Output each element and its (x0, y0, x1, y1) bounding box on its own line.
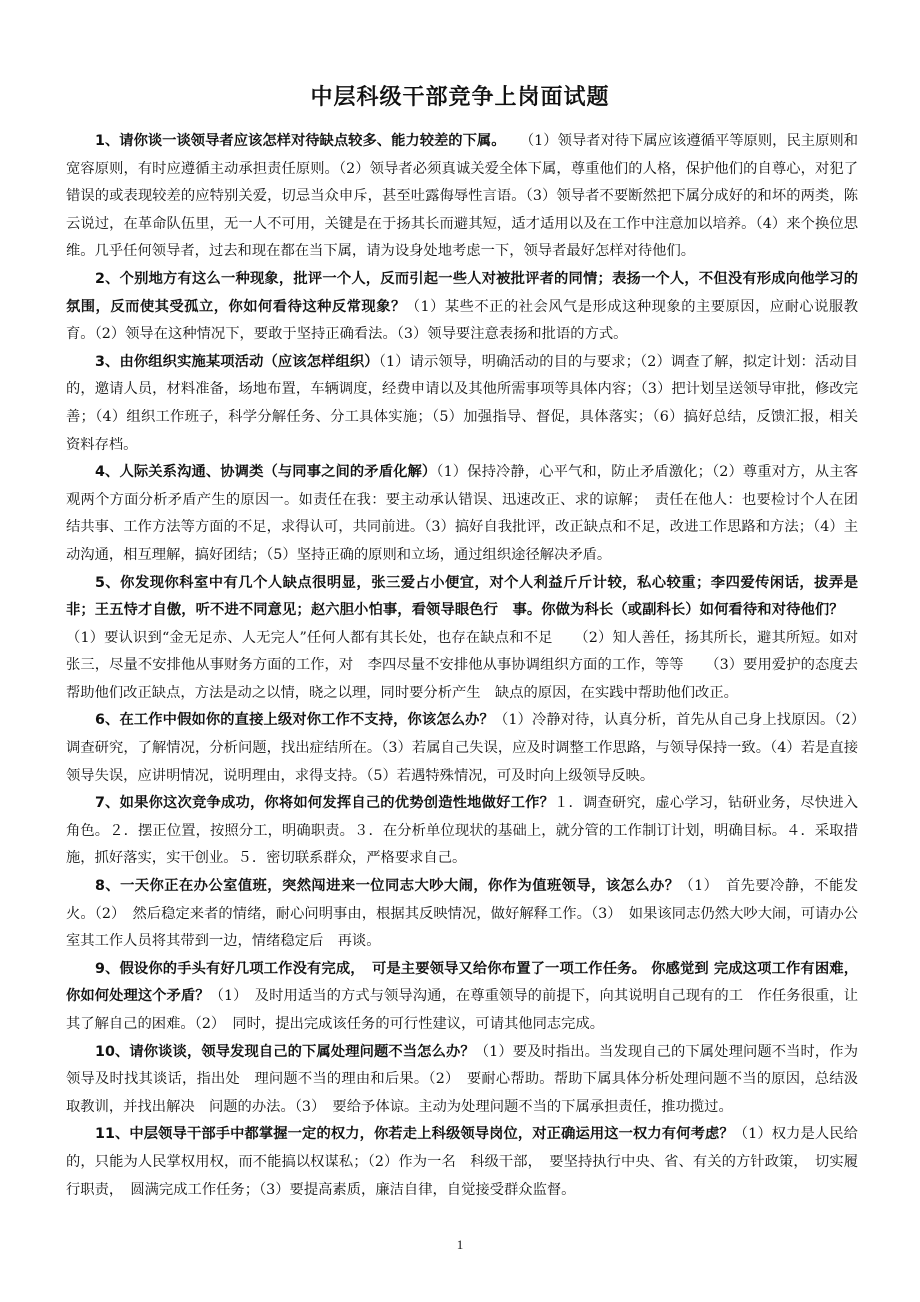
list-item (66, 349, 858, 459)
answer-text: （1）冷静对待，认真分析，首先从自己身上找原因。（2）调查研究，了解情况，分析问题，找出症结所在。（3）若属自己失误，应及时调整工作思路，与领导保持一致。（4）若是直接领导失误，应讲明情况，说明理由，求得支持。（5）若遇特殊情况，可及时向上级领导反映。 (66, 712, 859, 784)
list-item (66, 266, 858, 349)
question-text: 3、由你组织实施某项活动（应该怎样组织） (95, 353, 379, 370)
question-text: 2、个别地方有这么一种现象，批评一个人，反而引起一些人对被批评者的同情；表扬一个人，不但没有形成向他学习的氛围，反而使其受孤立，你如何看待这种反常现象？ (66, 270, 858, 315)
question-text: 7、如果你这次竞争成功，你将如何发挥自己的优势创造性地做好工作？ (95, 795, 555, 812)
answer-text: （1）权力是人民给的，只能为人民掌权用权，而不能搞以权谋私；（2）作为一名 科级干部， 要坚持执行中央、省、有关的方针政策， 切实履行职责， 圆满完成工作任务；（3）要提高素质，廉洁自律，自觉接受群众监督。 (66, 1126, 858, 1198)
question-text: 1、请你谈一谈领导者应该怎样对待缺点较多、能力较差的下属。 (95, 133, 499, 149)
list-item (66, 1121, 858, 1204)
list-item (66, 459, 858, 569)
list-item (66, 790, 858, 873)
answer-text: （1）要认识到“金无足赤、人无完人”任何人都有其长处，也存在缺点和不足 （2）知人善任，扬其所长，避其所短。如对张三，尽量不安排他从事财务方面的工作，对 李四尽量不安排他从事协调组织方面的工作，等等 （3）要用爱护的态度去帮助他们改正缺点，方法是动之以情，晓之以理，同时要分析产生 缺点的原因，在实践中帮助他们改正。 (66, 602, 858, 701)
answer-text: （1）领导者对待下属应该遵循平等原则，民主原则和宽容原则，有时应遵循主动承担责任原则。（2）领导者必须真诚关爱全体下属，尊重他们的人格，保护他们的自尊心，对犯了错误的或表现较差的应特别关爱，切忌当众申斥，甚至吐露侮辱性言语。（3）领导者不要断然把下属分成好的和坏的两类，陈云说过，在革命队伍里，无一人不可用，关键是在于扬其长而避其短，适才适用以及在工作中注意加以培养。（4）来个换位思维。几乎任何领导者，过去和现在都在当下属，请为设身处地考虑一下，领导者最好怎样对待他们。 (66, 133, 858, 260)
question-text: 11、中层领导干部手中都掌握一定的权力，你若走上科级领导岗位，对正确运用这一权力有何考虑？ (95, 1126, 734, 1143)
answer-text: （1）某些不正的社会风气是形成这种现象的主要原因，应耐心说服教育。（2）领导在这种情况下，要敢于坚持正确看法。（3）领导要注意表扬和批语的方式。 (66, 298, 858, 343)
page-number: 1 (456, 1237, 464, 1252)
answer-text: （1） 及时用适当的方式与领导沟通，在尊重领导的前提下，向其说明自己现有的工 作任务很重，让其了解自己的困难。（2） 同时，提出完成该任务的可行性建议，可请其他同志完成。 (66, 988, 858, 1032)
question-text: 5、你发现你科室中有几个人缺点很明显，张三爱占小便宜，对个人利益斤斤计较，私心较重；李四爱传闲话，拔弄是非；王五恃才自傲，听不进不同意见；赵六胆小怕事，看领导眼色行 事。你做为科长（或副科长）如何看待和对待他们？ (66, 574, 858, 619)
answer-text: （1） 首先要冷静，不能发火。（2） 然后稳定来者的情绪，耐心问明事由，根据其反映情况，做好解释工作。（3） 如果该同志仍然大吵大闹，可请办公室其工作人员将其带到一边，情绪稳定后 再谈。 (66, 878, 858, 950)
question-text: 6、在工作中假如你的直接上级对你工作不支持，你该怎么办？ (95, 712, 494, 729)
question-text: 9、假设你的手头有好几项工作没有完成， 可是主要领导又给你布置了一项工作任务。 你感觉到 完成这项工作有困难，你如何处理这个矛盾？ (66, 960, 858, 1005)
answer-text: （1）请示领导，明确活动的目的与要求；（2）调查了解，拟定计划：活动目的，邀请人员，材料准备，场地布置，车辆调度，经费申请以及其他所需事项等具体内容；（3）把计划呈送领导审批，修改完善；（4）组织工作班子，科学分解任务、分工具体实施；（5）加强指导、督促，具体落实；（6）搞好总结，反馈汇报，相关资料存档。 (66, 353, 859, 453)
list-item (66, 707, 858, 790)
list-item (66, 1039, 858, 1122)
question-text: 4、人际关系沟通、协调类（与同事之间的矛盾化解） (95, 464, 437, 481)
document-body (66, 128, 858, 1204)
list-item (66, 956, 858, 1039)
answer-text: （1）保持冷静，心平气和，防止矛盾激化；（2）尊重对方，从主客观两个方面分析矛盾产生的原因一。如责任在我：要主动承认错误、迅速改正、求的谅解； 责任在他人：也要检讨个人在团结共事、工作方法等方面的不足，求得认可，共同前进。（3）搞好自我批评，改正缺点和不足，改进工作思路和方法；（4）主动沟通，相互理解，搞好团结；（5）坚持正确的原则和立场，通过组织途径解决矛盾。 (66, 464, 859, 563)
question-text: 10、请你谈谈，领导发现自己的下属处理问题不当怎么办？ (95, 1043, 475, 1060)
list-item (66, 873, 858, 956)
list-item (66, 128, 858, 266)
question-text: 8、一天你正在办公室值班，突然闯进来一位同志大吵大闹，你作为值班领导，该怎么办？ (95, 878, 680, 895)
answer-text: １．调查研究，虚心学习，钻研业务，尽快进入角色。２．摆正位置，按照分工，明确职责。３．在分析单位现状的基础上，就分管的工作制订计划，明确目标。４．采取措施，抓好落实，实干创业。５．密切联系群众，严格要求自己。 (66, 795, 858, 867)
answer-text: （1）要及时指出。当发现自己的下属处理问题不当时，作为领导及时找其谈话，指出处 理问题不当的理由和后果。（2） 要耐心帮助。帮助下属具体分析处理问题不当的原因，总结汲取教训，并找出解决 问题的办法。（3） 要给予体谅。主动为处理问题不当的下属承担责任，推功揽过。 (66, 1043, 858, 1115)
list-item (66, 570, 858, 708)
page-title: 中层科级干部竞争上岗面试题 (310, 85, 610, 110)
